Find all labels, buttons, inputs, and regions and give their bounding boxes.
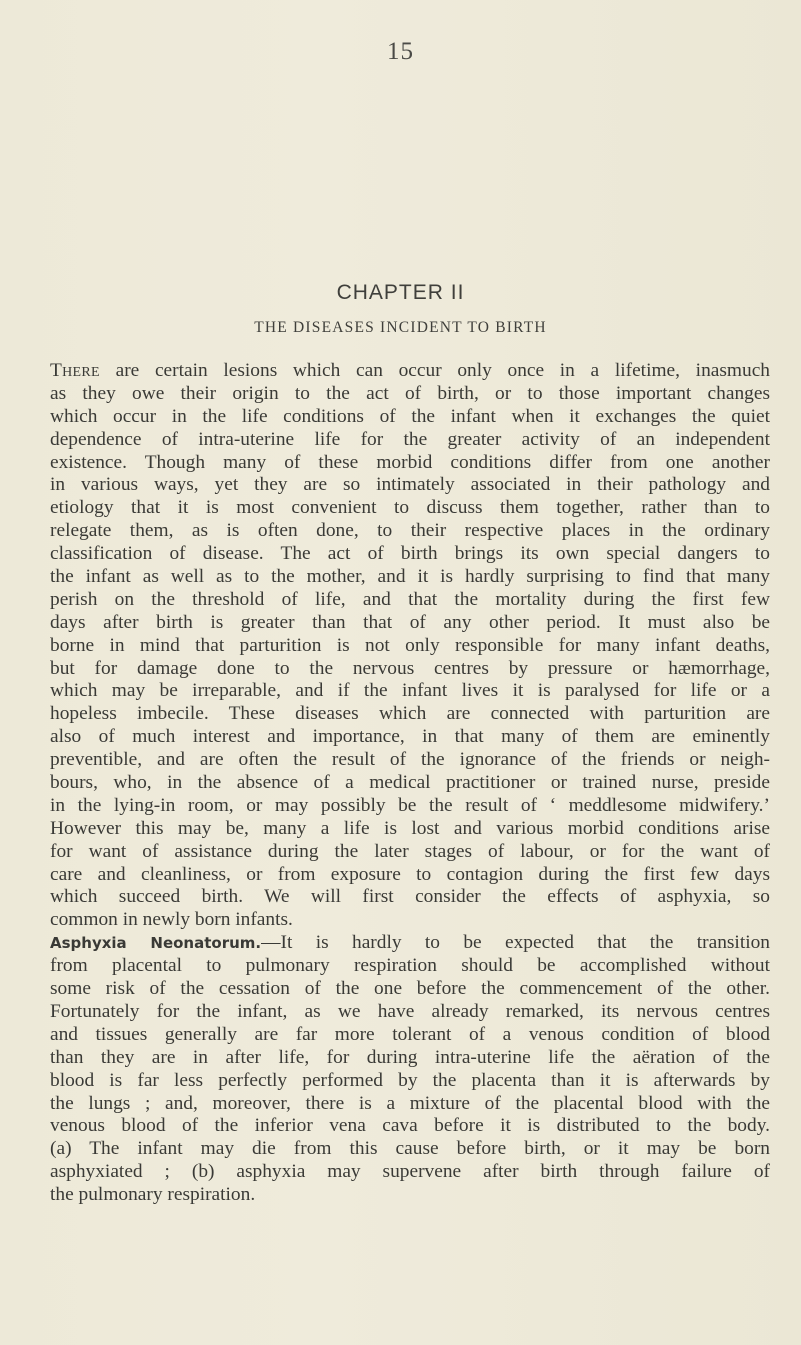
text-line: the infant as well as to the mother, and it is hardly surprising to find that many [50, 566, 770, 588]
text-line: from placental to pulmonary respiration should be accomplished without [50, 955, 770, 977]
chapter-title: THE DISEASES INCIDENT TO BIRTH [254, 319, 547, 336]
text-line: bours, who, in the absence of a medical practitioner or trained nurse, preside [50, 772, 770, 794]
text-line: in the lying-in room, or may possibly be the result of ‘ meddlesome midwifery.’ [50, 794, 770, 816]
text-line: classification of disease. The act of birth brings its own special dangers to [50, 543, 770, 565]
body-text [50, 360, 770, 1207]
text-line: existence. Though many of these morbid conditions differ from one another [50, 451, 770, 473]
text-line: Asphyxia Neonatorum.—It is hardly to be expected that the transition [50, 932, 770, 954]
text-line: relegate them, as is often done, to their respective places in the ordinary [50, 520, 770, 542]
text-line: as they owe their origin to the act of birth, or to those important changes [50, 382, 770, 404]
text-line: borne in mind that parturition is not only responsible for many infant deaths, [50, 634, 770, 656]
section-heading: Asphyxia Neonatorum. [50, 934, 262, 953]
text-line: hopeless imbecile. These diseases which are connected with parturition are [50, 703, 770, 725]
text-line: than they are in after life, for during intra-uterine life the aëration of the [50, 1046, 770, 1068]
text-line: There are certain lesions which can occur only once in a lifetime, inasmuch [50, 360, 770, 381]
text-line: which may be irreparable, and if the infant lives it is paralysed for life or a [50, 680, 770, 702]
text-line: which occur in the life conditions of the infant when it exchanges the quiet [50, 405, 770, 427]
text-line: also of much interest and importance, in that many of them are eminently [50, 726, 770, 748]
text-line: days after birth is greater than that of any other period. It must also be [50, 611, 770, 633]
text-line: which succeed birth. We will first consider the effects of asphyxia, so [50, 886, 770, 908]
text-line: some risk of the cessation of the one before the commencement of the other. [50, 978, 770, 1000]
text-line: perish on the threshold of life, and that the mortality during the first few [50, 588, 770, 610]
text-line: in various ways, yet they are so intimately associated in their pathology and [50, 474, 770, 496]
text-line: but for damage done to the nervous centres by pressure or hæmorrhage, [50, 657, 770, 679]
chapter-heading: CHAPTER II [336, 281, 465, 304]
text-line: asphyxiated ; (b) asphyxia may supervene after birth through failure of [50, 1161, 770, 1183]
text-line: preventible, and are often the result of the ignorance of the friends or neigh- [50, 749, 770, 771]
text-line: Fortunately for the infant, as we have already remarked, its nervous centres [50, 1000, 770, 1022]
text-line: the pulmonary respiration. [50, 1184, 256, 1206]
text-line: dependence of intra-uterine life for the greater activity of an independent [50, 428, 770, 450]
page-number: 15 [387, 38, 414, 65]
text-line: care and cleanliness, or from exposure to contagion during the first few days [50, 863, 770, 885]
text-line: (a) The infant may die from this cause before birth, or it may be born [50, 1138, 770, 1160]
text-line: and tissues generally are far more tolerant of a venous condition of blood [50, 1023, 770, 1045]
text-line: blood is far less perfectly performed by the placenta than it is afterwards by [50, 1069, 770, 1091]
text-line: common in newly born infants. [50, 909, 293, 931]
text-line: venous blood of the inferior vena cava before it is distributed to the body. [50, 1115, 770, 1137]
text-line: for want of assistance during the later stages of labour, or for the want of [50, 840, 770, 862]
text-line: etiology that it is most convenient to discuss them together, rather than to [50, 497, 770, 519]
text-line: the lungs ; and, moreover, there is a mixture of the placental blood with the [50, 1092, 770, 1114]
text-line: However this may be, many a life is lost and various morbid conditions arise [50, 817, 770, 839]
lead-word: There [50, 360, 100, 381]
